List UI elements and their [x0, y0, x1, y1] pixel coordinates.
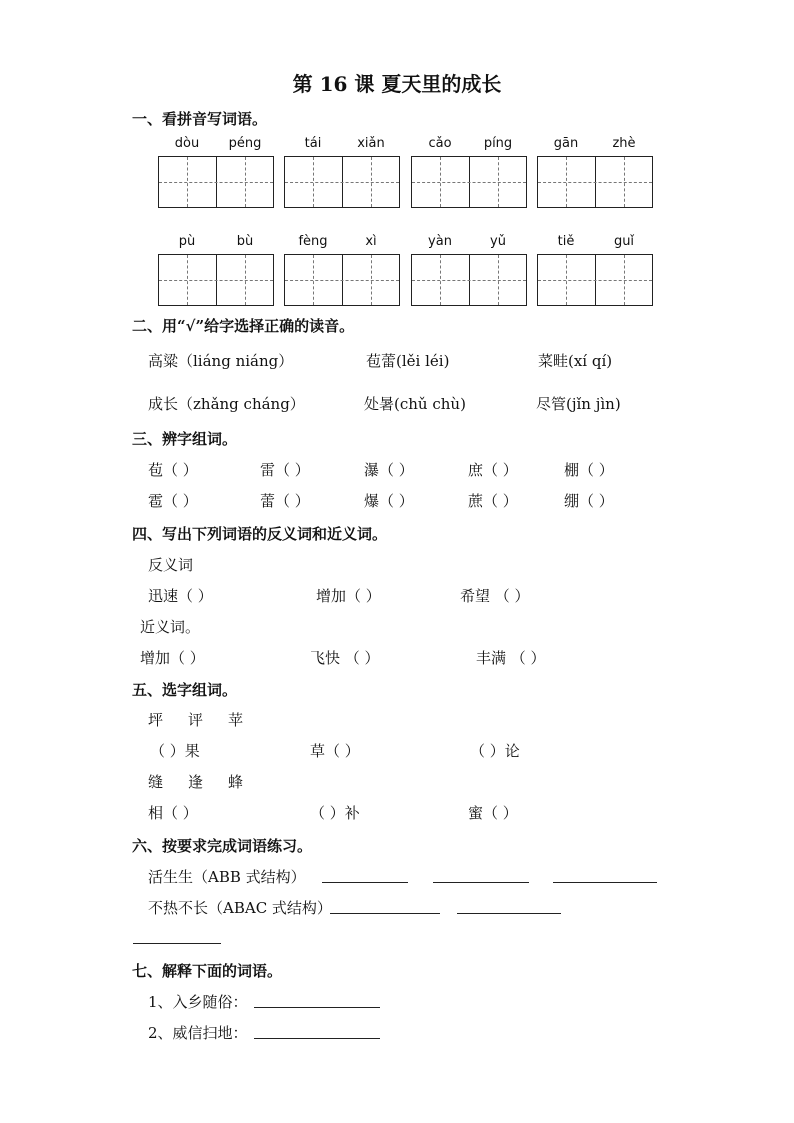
section-5-heading: 五、选字组词。	[132, 681, 238, 699]
writing-box[interactable]	[284, 254, 400, 306]
answer-line[interactable]	[330, 913, 440, 914]
q2-item-5: 处暑(chǔ chù)	[364, 395, 466, 413]
char-option: 坪	[148, 711, 164, 729]
q3-item: 雷（ ）	[260, 461, 310, 479]
section-3-heading: 三、辨字组词。	[132, 430, 238, 448]
section-6-heading: 六、按要求完成词语练习。	[132, 837, 313, 855]
answer-line[interactable]	[254, 1007, 380, 1008]
q2-item-4: 成长（zhǎng cháng）	[148, 395, 305, 413]
pinyin-label: dòu	[174, 136, 200, 151]
answer-line[interactable]	[322, 882, 408, 883]
char-option: 逢	[188, 773, 204, 791]
writing-box[interactable]	[411, 254, 527, 306]
q5-item: （ ）论	[470, 742, 520, 760]
pinyin-label: bù	[236, 234, 254, 249]
q7-item-1: 1、入乡随俗：	[148, 993, 248, 1011]
char-option: 苹	[228, 711, 244, 729]
q2-item-3: 菜畦(xí qí)	[538, 352, 613, 370]
synonym-label: 近义词。	[140, 618, 201, 636]
q5-item: 草（ ）	[310, 742, 360, 760]
char-option: 缝	[148, 773, 164, 791]
pinyin-label: tiě	[557, 234, 575, 249]
antonym-label: 反义词	[148, 556, 194, 574]
q5-item: 蜜（ ）	[468, 804, 518, 822]
writing-box[interactable]	[411, 156, 527, 208]
q3-item: 棚（ ）	[564, 461, 614, 479]
answer-line[interactable]	[433, 882, 529, 883]
q5-item: （ ）补	[310, 804, 360, 822]
q2-item-6: 尽管(jǐn jìn)	[536, 395, 621, 413]
pinyin-label: yàn	[428, 234, 452, 249]
q6-item-2: 不热不长（ABAC 式结构）	[148, 899, 332, 917]
q3-item: 苞（ ）	[148, 461, 198, 479]
q2-item-1: 高粱（liáng niáng）	[148, 352, 294, 370]
pinyin-label: yǔ	[490, 234, 506, 249]
antonym-item: 希望 （ ）	[460, 587, 530, 605]
pinyin-label: cǎo	[428, 136, 452, 151]
writing-box[interactable]	[284, 156, 400, 208]
q7-item-2: 2、威信扫地：	[148, 1024, 248, 1042]
q2-item-2: 苞蕾(lěi léi)	[366, 352, 450, 370]
q5-item: （ ）果	[150, 742, 200, 760]
pinyin-label: fèng	[298, 234, 328, 249]
char-option: 蜂	[228, 773, 244, 791]
pinyin-label: pù	[178, 234, 196, 249]
q3-item: 蔗（ ）	[468, 492, 518, 510]
char-option: 评	[188, 711, 204, 729]
answer-line[interactable]	[457, 913, 561, 914]
answer-line[interactable]	[254, 1038, 380, 1039]
pinyin-label: gān	[553, 136, 579, 151]
synonym-item: 飞快 （ ）	[310, 649, 380, 667]
q3-item: 庶（ ）	[468, 461, 518, 479]
answer-line[interactable]	[133, 943, 221, 944]
section-7-heading: 七、解释下面的词语。	[132, 962, 283, 980]
answer-line[interactable]	[553, 882, 657, 883]
pinyin-label: zhè	[612, 136, 636, 151]
antonym-item: 增加（ ）	[316, 587, 381, 605]
q5-item: 相（ ）	[148, 804, 198, 822]
pinyin-label: xì	[365, 234, 377, 249]
q3-item: 瀑（ ）	[364, 461, 414, 479]
writing-box[interactable]	[537, 254, 653, 306]
pinyin-label: péng	[228, 136, 262, 151]
q3-item: 爆（ ）	[364, 492, 414, 510]
pinyin-label: xiǎn	[357, 136, 385, 151]
pinyin-label: guǐ	[613, 234, 635, 249]
writing-box[interactable]	[158, 254, 274, 306]
writing-box[interactable]	[158, 156, 274, 208]
synonym-item: 增加（ ）	[140, 649, 205, 667]
page-title: 第 16 课 夏天里的成长	[292, 72, 502, 96]
antonym-item: 迅速（ ）	[148, 587, 213, 605]
pinyin-label: píng	[483, 136, 513, 151]
writing-box[interactable]	[537, 156, 653, 208]
synonym-item: 丰满 （ ）	[476, 649, 546, 667]
q6-item-1: 活生生（ABB 式结构）	[148, 868, 306, 886]
section-1-heading: 一、看拼音写词语。	[132, 110, 268, 128]
q3-item: 雹（ ）	[148, 492, 198, 510]
section-2-heading: 二、用“√”给字选择正确的读音。	[132, 317, 355, 335]
section-4-heading: 四、写出下列词语的反义词和近义词。	[132, 525, 388, 543]
pinyin-label: tái	[304, 136, 322, 151]
q3-item: 蕾（ ）	[260, 492, 310, 510]
q3-item: 绷（ ）	[564, 492, 614, 510]
